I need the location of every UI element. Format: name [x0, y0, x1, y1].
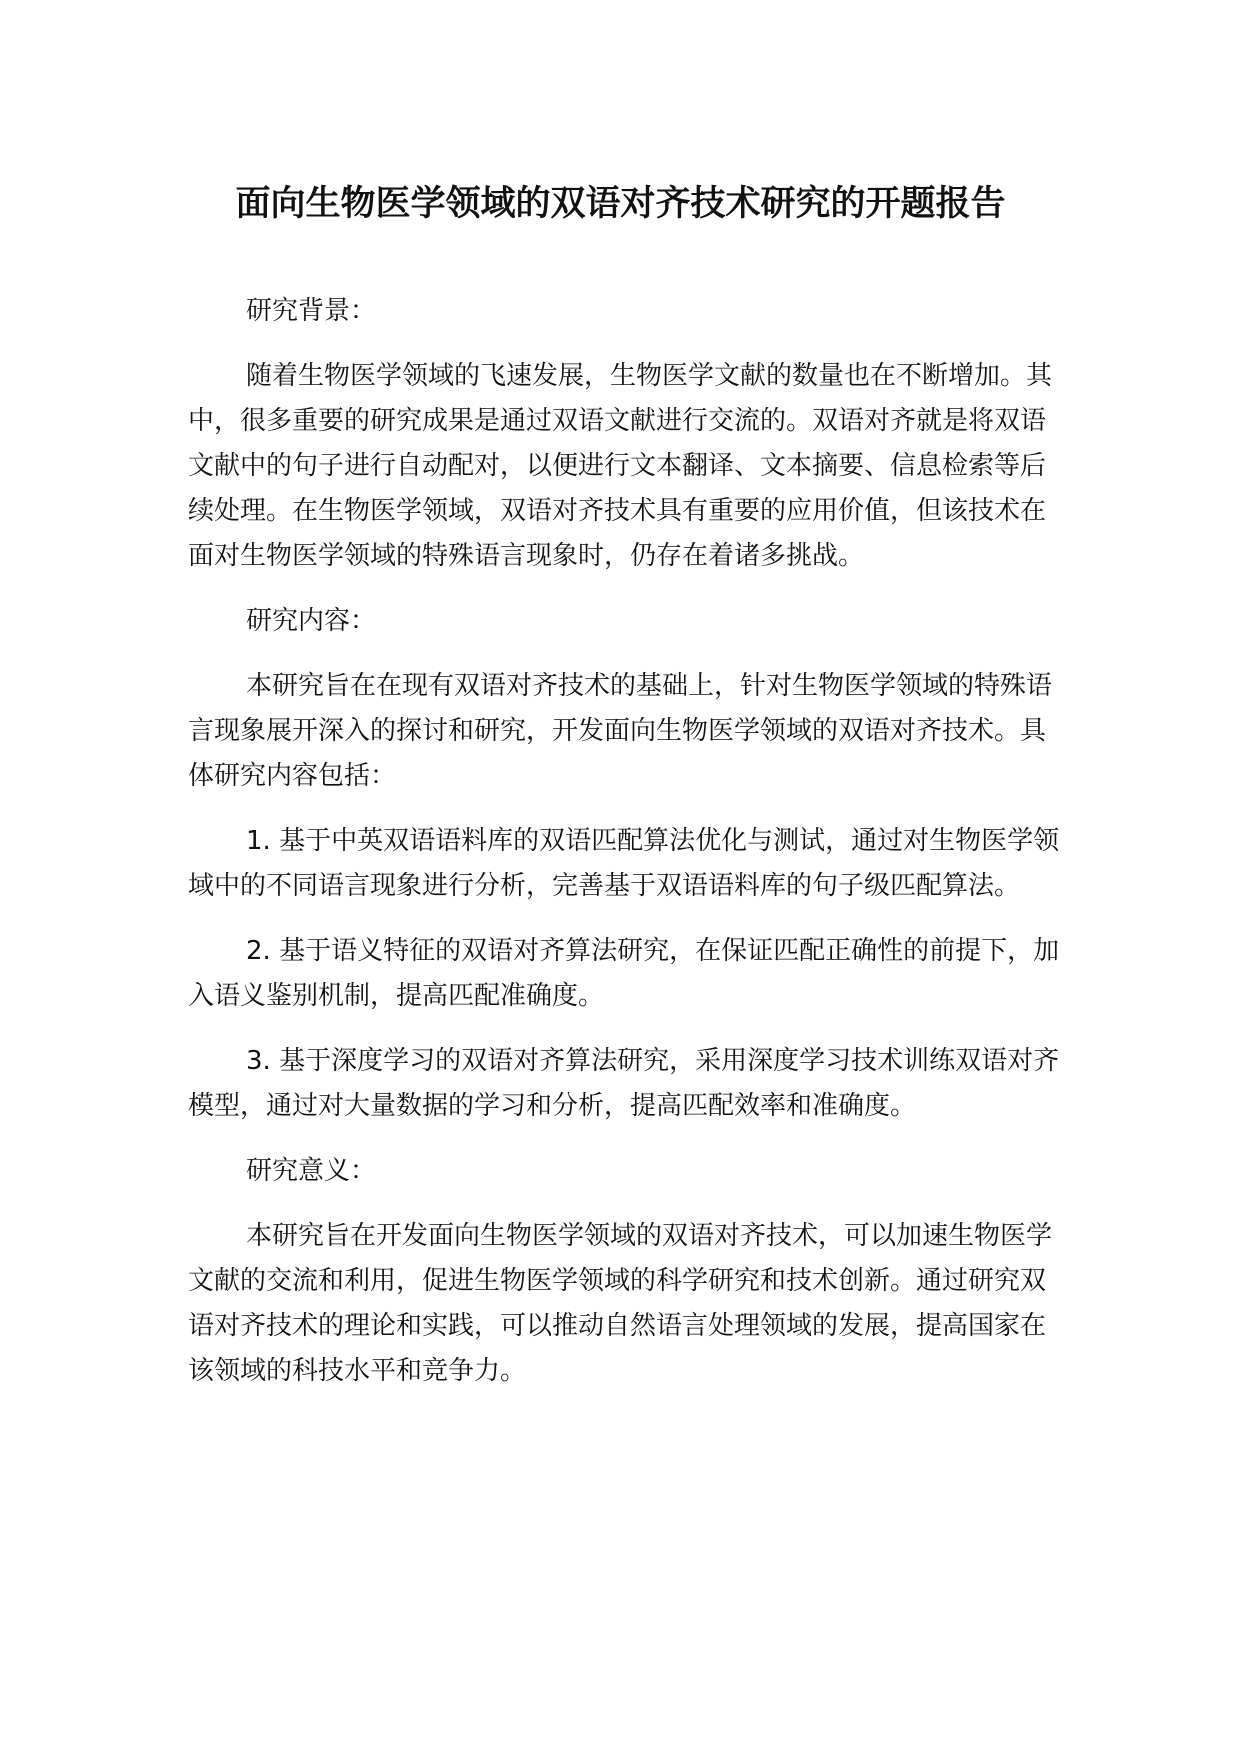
- background-paragraph: 随着生物医学领域的飞速发展，生物医学文献的数量也在不断增加。其中，很多重要的研究成果是通过双语文献进行交流的。双语对齐就是将双语文献中的句子进行自动配对，以便进行文本翻译、文本摘要、信息检索等后续处理。在生物医学领域，双语对齐技术具有重要的应用价值，但该技术在面对生物医学领域的特殊语言现象时，仍存在着诸多挑战。: [188, 361, 1053, 571]
- content-item-2: 2. 基于语义特征的双语对齐算法研究，在保证匹配正确性的前提下，加入语义鉴别机制，提高匹配准确度。: [188, 936, 1060, 1011]
- content-paragraph: 本研究旨在在现有双语对齐技术的基础上，针对生物医学领域的特殊语言现象展开深入的探讨和研究，开发面向生物医学领域的双语对齐技术。具体研究内容包括：: [188, 671, 1053, 791]
- content-item-3: 3. 基于深度学习的双语对齐算法研究，采用深度学习技术训练双语对齐模型，通过对大量数据的学习和分析，提高匹配效率和准确度。: [188, 1046, 1060, 1121]
- background-heading: 研究背景：: [246, 296, 377, 326]
- significance-paragraph: 本研究旨在开发面向生物医学领域的双语对齐技术，可以加速生物医学文献的交流和利用，促进生物医学领域的科学研究和技术创新。通过研究双语对齐技术的理论和实践，可以推动自然语言处理领域的发展，提高国家在该领域的科技水平和竞争力。: [188, 1221, 1053, 1386]
- content-item-1: 1. 基于中英双语语料库的双语匹配算法优化与测试，通过对生物医学领域中的不同语言现象进行分析，完善基于双语语料库的句子级匹配算法。: [188, 826, 1060, 901]
- document-title: 面向生物医学领域的双语对齐技术研究的开题报告: [235, 184, 1006, 224]
- significance-heading: 研究意义：: [246, 1156, 377, 1186]
- content-heading: 研究内容：: [246, 606, 377, 636]
- document-body: [188, 289, 1070, 1414]
